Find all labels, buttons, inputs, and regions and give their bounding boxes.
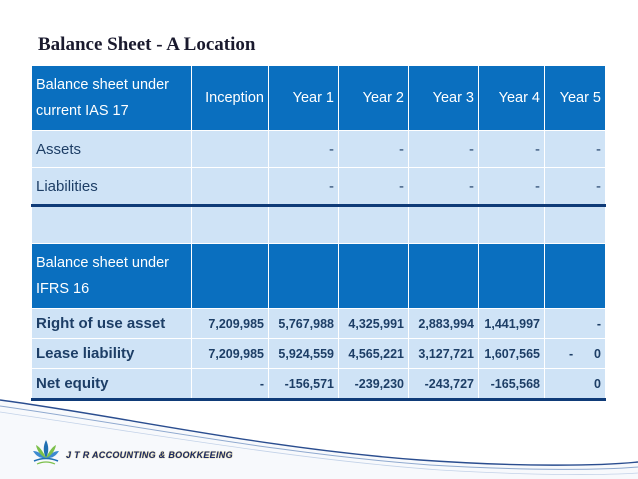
column-header-year-5: Year 5: [545, 66, 606, 131]
table-cell: 7,209,985: [192, 339, 269, 369]
ifrs-header-row: [32, 244, 606, 309]
table-row-liabilities: [32, 168, 606, 206]
table-cell: -: [339, 131, 409, 168]
empty-cell: [32, 206, 192, 244]
table-cell: 5,767,988: [269, 309, 339, 339]
table-cell: -: [192, 369, 269, 400]
column-header-inception: Inception: [192, 66, 269, 131]
table-cell: -: [409, 131, 479, 168]
company-name: J T R ACCOUNTING & BOOKKEEING: [66, 450, 233, 460]
table-cell: [192, 131, 269, 168]
table-cell: [192, 168, 269, 206]
table-cell: 2,883,994: [409, 309, 479, 339]
table-cell: 5,924,559: [269, 339, 339, 369]
empty-cell: [192, 244, 269, 309]
table-row-assets: [32, 131, 606, 168]
table-cell: 1,441,997: [479, 309, 545, 339]
column-header-year-2: Year 2: [339, 66, 409, 131]
empty-cell: [269, 244, 339, 309]
table-cell: -165,568: [479, 369, 545, 400]
table-cell: -239,230: [339, 369, 409, 400]
table-cell: -: [339, 168, 409, 206]
empty-cell: [339, 206, 409, 244]
row-label: Assets: [32, 131, 192, 168]
table-cell: -: [409, 168, 479, 206]
table-cell: 0: [545, 369, 606, 400]
empty-cell: [192, 206, 269, 244]
column-header-year-1: Year 1: [269, 66, 339, 131]
table-cell: -: [479, 131, 545, 168]
table-cell: -: [269, 168, 339, 206]
slide-title: Balance Sheet - A Location: [38, 34, 256, 55]
table-row-lease-liability: [32, 339, 606, 369]
empty-cell: [479, 244, 545, 309]
empty-cell: [479, 206, 545, 244]
table-row-spacer: [32, 206, 606, 244]
row-label: Net equity: [32, 369, 192, 400]
table-cell: 7,209,985: [192, 309, 269, 339]
table-cell: -: [545, 131, 606, 168]
column-header-year-3: Year 3: [409, 66, 479, 131]
footer-swoosh-decoration: [0, 396, 638, 479]
table-cell: -: [479, 168, 545, 206]
table-cell: 1,607,565: [479, 339, 545, 369]
row-label: Lease liability: [32, 339, 192, 369]
table-cell: -: [545, 309, 606, 339]
empty-cell: [409, 206, 479, 244]
balance-sheet-table: [31, 65, 606, 401]
table-cell: -: [269, 131, 339, 168]
table-cell: -: [545, 168, 606, 206]
row-label: Liabilities: [32, 168, 192, 206]
row-label: Right of use asset: [32, 309, 192, 339]
ias-header-row: [32, 66, 606, 131]
table-cell: 4,325,991: [339, 309, 409, 339]
table-row-right-of-use-asset: [32, 309, 606, 339]
table-cell: -156,571: [269, 369, 339, 400]
column-header-year-4: Year 4: [479, 66, 545, 131]
empty-cell: [269, 206, 339, 244]
table-cell: -243,727: [409, 369, 479, 400]
table-row-net-equity: [32, 369, 606, 400]
table-cell: 4,565,221: [339, 339, 409, 369]
empty-cell: [545, 206, 606, 244]
empty-cell: [545, 244, 606, 309]
ifrs-header-label: Balance sheet under IFRS 16: [32, 244, 192, 309]
lotus-icon: [30, 436, 62, 468]
empty-cell: [339, 244, 409, 309]
table-cell: 3,127,721: [409, 339, 479, 369]
ias-header-label: Balance sheet under current IAS 17: [32, 66, 192, 131]
empty-cell: [409, 244, 479, 309]
table-cell: - 0: [545, 339, 606, 369]
